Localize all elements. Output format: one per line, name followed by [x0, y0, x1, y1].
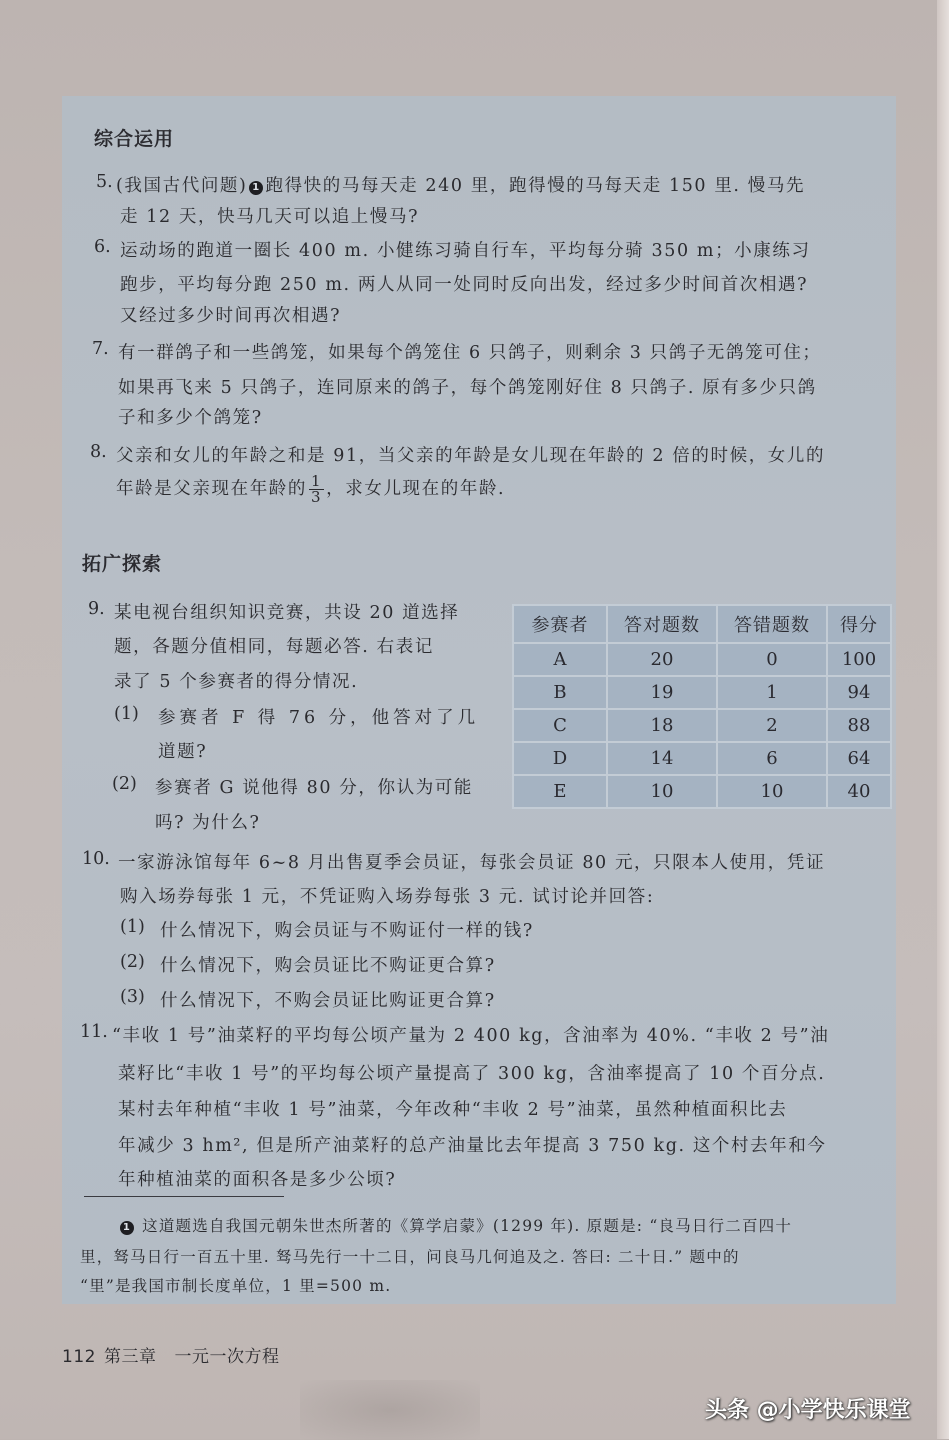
table-cell: 20 [607, 643, 717, 676]
problem-11-line-5: 年种植油菜的面积各是多少公顷? [118, 1170, 397, 1190]
problem-5-tag: (我国古代问题) [116, 176, 248, 196]
problem-10-sub-2-text: 什么情况下，购会员证比不购证更合算? [160, 956, 496, 976]
problem-9-sub-2-line-1: 参赛者 G 说他得 80 分，你认为可能 [155, 778, 473, 798]
table-cell: 18 [607, 709, 717, 742]
score-table [512, 604, 892, 809]
table-cell: 94 [827, 676, 891, 709]
problem-7-line-1: 有一群鸽子和一些鸽笼，如果每个鸽笼住 6 只鸽子，则剩余 3 只鸽子无鸽笼可住； [118, 343, 822, 363]
problem-9-line-3: 录了 5 个参赛者的得分情况. [114, 672, 359, 692]
problem-9-number: 9. [88, 599, 105, 619]
footnote-text-1: 这道题选自我国元朝朱世杰所著的《算学启蒙》(1299 年). 原题是: “良马日行二百四十 [142, 1217, 793, 1235]
section-title-exploration: 拓广探索 [82, 553, 163, 575]
table-header-row [513, 605, 891, 643]
table-cell: 10 [607, 775, 717, 808]
table-cell: 88 [827, 709, 891, 742]
footnote-divider [84, 1196, 284, 1197]
problem-8-text-a: 年龄是父亲现在年龄的 [116, 479, 307, 499]
problem-9-sub-2-label: (2) [112, 774, 137, 794]
table-cell: 14 [607, 742, 717, 775]
problem-6-line-2: 跑步，平均每分跑 250 m. 两人从同一处同时反向出发，经过多少时间首次相遇? [120, 275, 809, 295]
problem-7-number: 7. [92, 339, 109, 359]
page-edge [937, 0, 949, 1439]
problem-7-line-3: 子和多少个鸽笼? [118, 408, 263, 428]
problem-10-sub-3-text: 什么情况下，不购会员证比购证更合算? [160, 991, 496, 1011]
problem-6-line-3: 又经过多少时间再次相遇? [120, 306, 342, 326]
hand-shadow [300, 1380, 480, 1440]
table-cell: E [513, 775, 607, 808]
chapter-title: 一元一次方程 [174, 1347, 280, 1367]
problem-5-number: 5. [96, 172, 113, 192]
problem-8-line-2 [116, 474, 505, 505]
problem-11-line-1: “丰收 1 号”油菜籽的平均每公顷产量为 2 400 kg，含油率为 40%. “丰收 2 号”油 [112, 1026, 830, 1046]
problem-10-number: 10. [82, 849, 110, 869]
table-cell: 0 [717, 643, 827, 676]
problem-10-line-1: 一家游泳馆每年 6~8 月出售夏季会员证，每张会员证 80 元，只限本人使用，凭证 [118, 853, 826, 873]
footnote-marker-icon: 1 [120, 1221, 134, 1235]
problem-7-line-2: 如果再飞来 5 只鸽子，连同原来的鸽子，每个鸽笼刚好住 8 只鸽子. 原有多少只鸽 [118, 378, 817, 398]
problem-8-line-1: 父亲和女儿的年龄之和是 91，当父亲的年龄是女儿现在年龄的 2 倍的时候，女儿的 [116, 446, 826, 466]
problem-6-number: 6. [94, 237, 111, 257]
table-row [513, 643, 891, 676]
problem-5-line-2: 走 12 天，快马几天可以追上慢马? [120, 207, 420, 227]
problem-9-sub-1-label: (1) [114, 704, 139, 724]
problem-5-line-1 [116, 172, 805, 197]
problem-9-sub-2-line-2: 吗? 为什么? [155, 813, 261, 833]
table-cell: 6 [717, 742, 827, 775]
watermark: 头条 @小学快乐课堂 [705, 1398, 911, 1423]
problem-10-line-2: 购入场券每张 1 元，不凭证购入场券每张 3 元. 试讨论并回答: [120, 887, 655, 907]
page-number: 112 [62, 1347, 96, 1367]
table-cell: 40 [827, 775, 891, 808]
problem-11-line-3: 某村去年种植“丰收 1 号”油菜，今年改种“丰收 2 号”油菜，虽然种植面积比去 [118, 1100, 788, 1120]
table-cell: 100 [827, 643, 891, 676]
problem-10-sub-1-text: 什么情况下，购会员证与不购证付一样的钱? [160, 921, 534, 941]
table-header-wrong: 答错题数 [717, 605, 827, 643]
problem-11-number: 11. [80, 1022, 108, 1042]
table-header-score: 得分 [827, 605, 891, 643]
fraction-denominator: 3 [311, 488, 323, 506]
table-cell: D [513, 742, 607, 775]
section-title-comprehensive: 综合运用 [94, 128, 175, 150]
problem-9-sub-1-line-1: 参赛者 F 得 76 分，他答对了几 [158, 708, 480, 728]
table-header-correct: 答对题数 [607, 605, 717, 643]
table-cell: B [513, 676, 607, 709]
problem-9-sub-1-line-2: 道题? [158, 742, 208, 762]
fraction-one-third [309, 474, 324, 505]
problem-9-line-1: 某电视台组织知识竞赛，共设 20 道选择 [114, 603, 460, 623]
table-cell: 64 [827, 742, 891, 775]
table-cell: A [513, 643, 607, 676]
footnote-line-2: 里，驽马日行一百五十里. 驽马先行一十二日，问良马几何追及之. 答曰: 二十日.” 题中的 [80, 1248, 740, 1266]
problem-11-line-2: 菜籽比“丰收 1 号”的平均每公顷产量提高了 300 kg，含油率提高了 10 个百分点. [118, 1064, 826, 1084]
table-header-contestant: 参赛者 [513, 605, 607, 643]
table-row [513, 676, 891, 709]
problem-10-sub-1-label: (1) [120, 917, 145, 937]
fraction-numerator: 1 [311, 472, 323, 490]
page-footer [62, 1342, 279, 1367]
footnote-line-1 [118, 1214, 792, 1236]
footnote-line-3: “里”是我国市制长度单位，1 里=500 m. [80, 1277, 392, 1295]
table-cell: C [513, 709, 607, 742]
table-cell: 2 [717, 709, 827, 742]
problem-11-line-4: 年减少 3 hm², 但是所产油菜籽的总产油量比去年提高 3 750 kg. 这个村去年和今 [118, 1136, 827, 1156]
footnote-marker-icon[interactable]: 1 [249, 181, 263, 195]
table-cell: 10 [717, 775, 827, 808]
problem-9-line-2: 题，各题分值相同，每题必答. 右表记 [114, 637, 434, 657]
problem-10-sub-3-label: (3) [120, 987, 145, 1007]
problem-5-text: 跑得快的马每天走 240 里，跑得慢的马每天走 150 里. 慢马先 [265, 176, 806, 196]
table-row [513, 742, 891, 775]
problem-6-line-1: 运动场的跑道一圈长 400 m. 小健练习骑自行车，平均每分骑 350 m；小康练习 [120, 241, 811, 261]
problem-10-sub-2-label: (2) [120, 952, 145, 972]
table-cell: 1 [717, 676, 827, 709]
problem-8-number: 8. [90, 442, 107, 462]
problem-8-text-b: ，求女儿现在的年龄. [326, 479, 506, 499]
table-cell: 19 [607, 676, 717, 709]
table-row [513, 775, 891, 808]
table-row [513, 709, 891, 742]
chapter-label: 第三章 [103, 1347, 157, 1367]
